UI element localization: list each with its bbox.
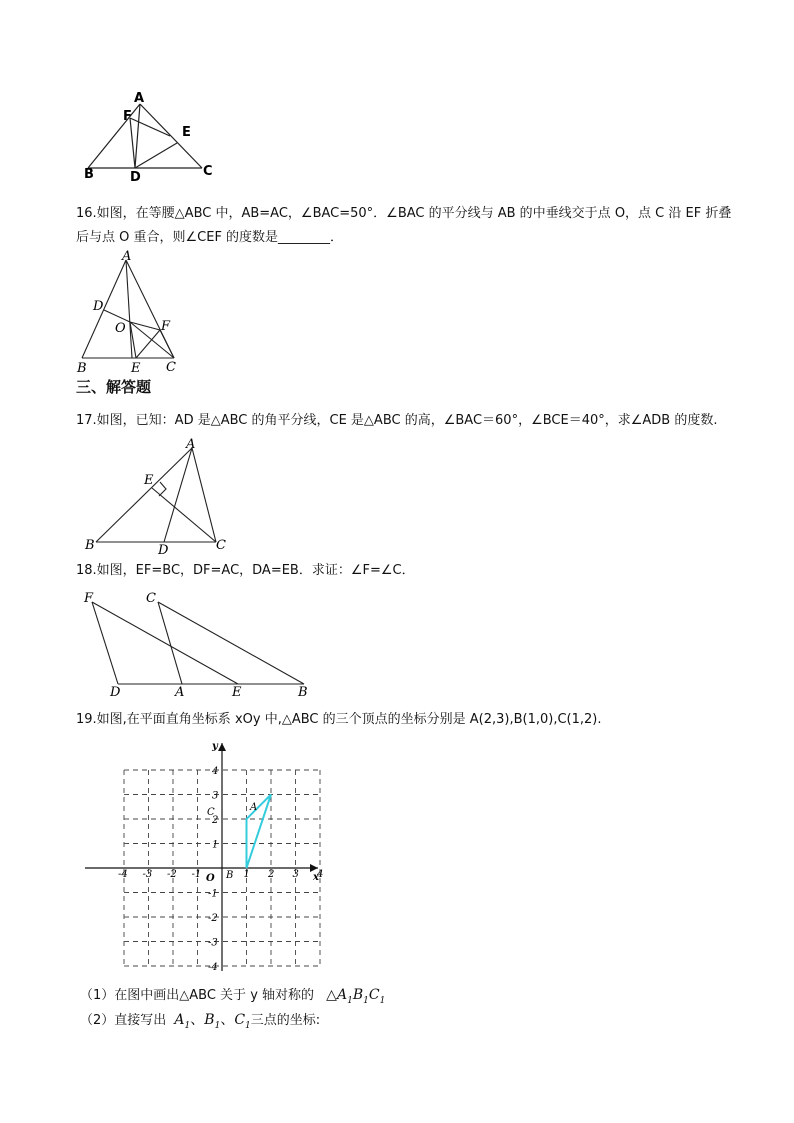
- figure-q18: [78, 586, 318, 700]
- q19-sub1: [80, 985, 385, 1011]
- y-axis-arrow: [218, 743, 226, 751]
- fig16-label-f: F: [161, 319, 171, 334]
- fig15-label-d: D: [130, 170, 141, 185]
- q19-text: 19.如图,在平面直角坐标系 xOy 中,△ABC 的三个顶点的坐标分别是 A(2,3),B(1,0),C(1,2).: [76, 712, 602, 727]
- x-axis-label: x: [313, 872, 319, 883]
- q16-line2: 后与点 O 重合，则∠CEF 的度数是________．: [76, 230, 344, 245]
- x-tick-label: -2: [167, 869, 177, 880]
- fig17-label-c: C: [216, 538, 226, 553]
- point-a-label: A: [250, 802, 258, 813]
- fig18-label-f: F: [84, 591, 94, 606]
- y-tick-label: -3: [208, 937, 218, 949]
- x-tick-label: 4: [317, 869, 324, 880]
- fig16-label-o: O: [115, 321, 126, 336]
- fig18-label-b: B: [298, 685, 308, 700]
- x-tick-label: -3: [142, 869, 153, 880]
- y-axis-label: y: [212, 741, 218, 752]
- fig16-label-e: E: [131, 361, 141, 376]
- fig16-label-c: C: [166, 360, 176, 375]
- y-tick-label: 3: [212, 790, 219, 802]
- q19-sub1-text: （1）在图中画出△ABC 关于 y 轴对称的: [80, 988, 315, 1003]
- coordinate-grid: [80, 735, 330, 975]
- figure-q16: [74, 250, 194, 378]
- y-tick-label: -4: [208, 962, 218, 973]
- fig17-label-e: E: [144, 473, 154, 488]
- fig15-label-b: B: [84, 167, 94, 182]
- fig15-label-a: A: [134, 91, 145, 106]
- fig15-label-c: C: [203, 164, 213, 179]
- q16-line1: 16.如图，在等腰△ABC 中，AB=AC，∠BAC=50°．∠BAC 的平分线与 AB 的中垂线交于点 O，点 C 沿 EF 折叠: [76, 206, 732, 221]
- fig15-label-e: E: [182, 125, 191, 140]
- q19-sub2: （2）直接写出 $A_1$、$B_1$、$C_1$三点的坐标:: [80, 1012, 321, 1031]
- fig18-label-c: C: [146, 591, 156, 606]
- y-tick-label: 2: [212, 815, 219, 826]
- figure-q17: [80, 436, 240, 556]
- q19-sub1-triangle: $\triangle A_1B_1C_1$: [326, 987, 386, 1006]
- q17-text: 17.如图，已知：AD 是△ABC 的角平分线，CE 是△ABC 的高，∠BAC＝60°，∠BCE＝40°，求∠ADB 的度数.: [76, 413, 718, 428]
- section-heading: 三、解答题: [76, 378, 152, 396]
- y-tick-label: 4: [212, 766, 219, 777]
- fig18-label-a: A: [175, 685, 185, 700]
- fig15-label-f: F: [123, 109, 132, 124]
- origin-label: O: [206, 873, 215, 884]
- q18-text: 18.如图，EF=BC，DF=AC，DA=EB．求证：∠F=∠C．: [76, 563, 415, 578]
- x-tick-label: 2: [268, 869, 275, 880]
- fig17-label-b: B: [85, 538, 95, 553]
- x-tick-label: 1: [243, 869, 250, 880]
- figure-q15: [80, 88, 230, 188]
- q19-sub2-text: （2）直接写出: [80, 1013, 167, 1028]
- x-tick-label: -1: [191, 869, 202, 880]
- point-b-label: B: [226, 870, 234, 881]
- fig16-label-b: B: [77, 361, 87, 376]
- y-tick-label: -2: [208, 913, 218, 924]
- y-tick-label: 1: [212, 839, 219, 851]
- fig18-label-d: D: [110, 685, 121, 700]
- x-tick-label: -4: [118, 869, 128, 880]
- fig16-label-a: A: [122, 250, 132, 264]
- q19-sub2-points: $A_1$、$B_1$、$C_1$: [174, 1012, 251, 1031]
- fig17-label-d: D: [158, 543, 169, 556]
- fig16-label-d: D: [93, 299, 104, 314]
- fig17-label-a: A: [186, 437, 196, 452]
- point-c-label: C: [207, 807, 215, 818]
- y-tick-label: -1: [208, 888, 218, 900]
- fig18-label-e: E: [232, 685, 242, 700]
- x-tick-label: 3: [292, 869, 299, 880]
